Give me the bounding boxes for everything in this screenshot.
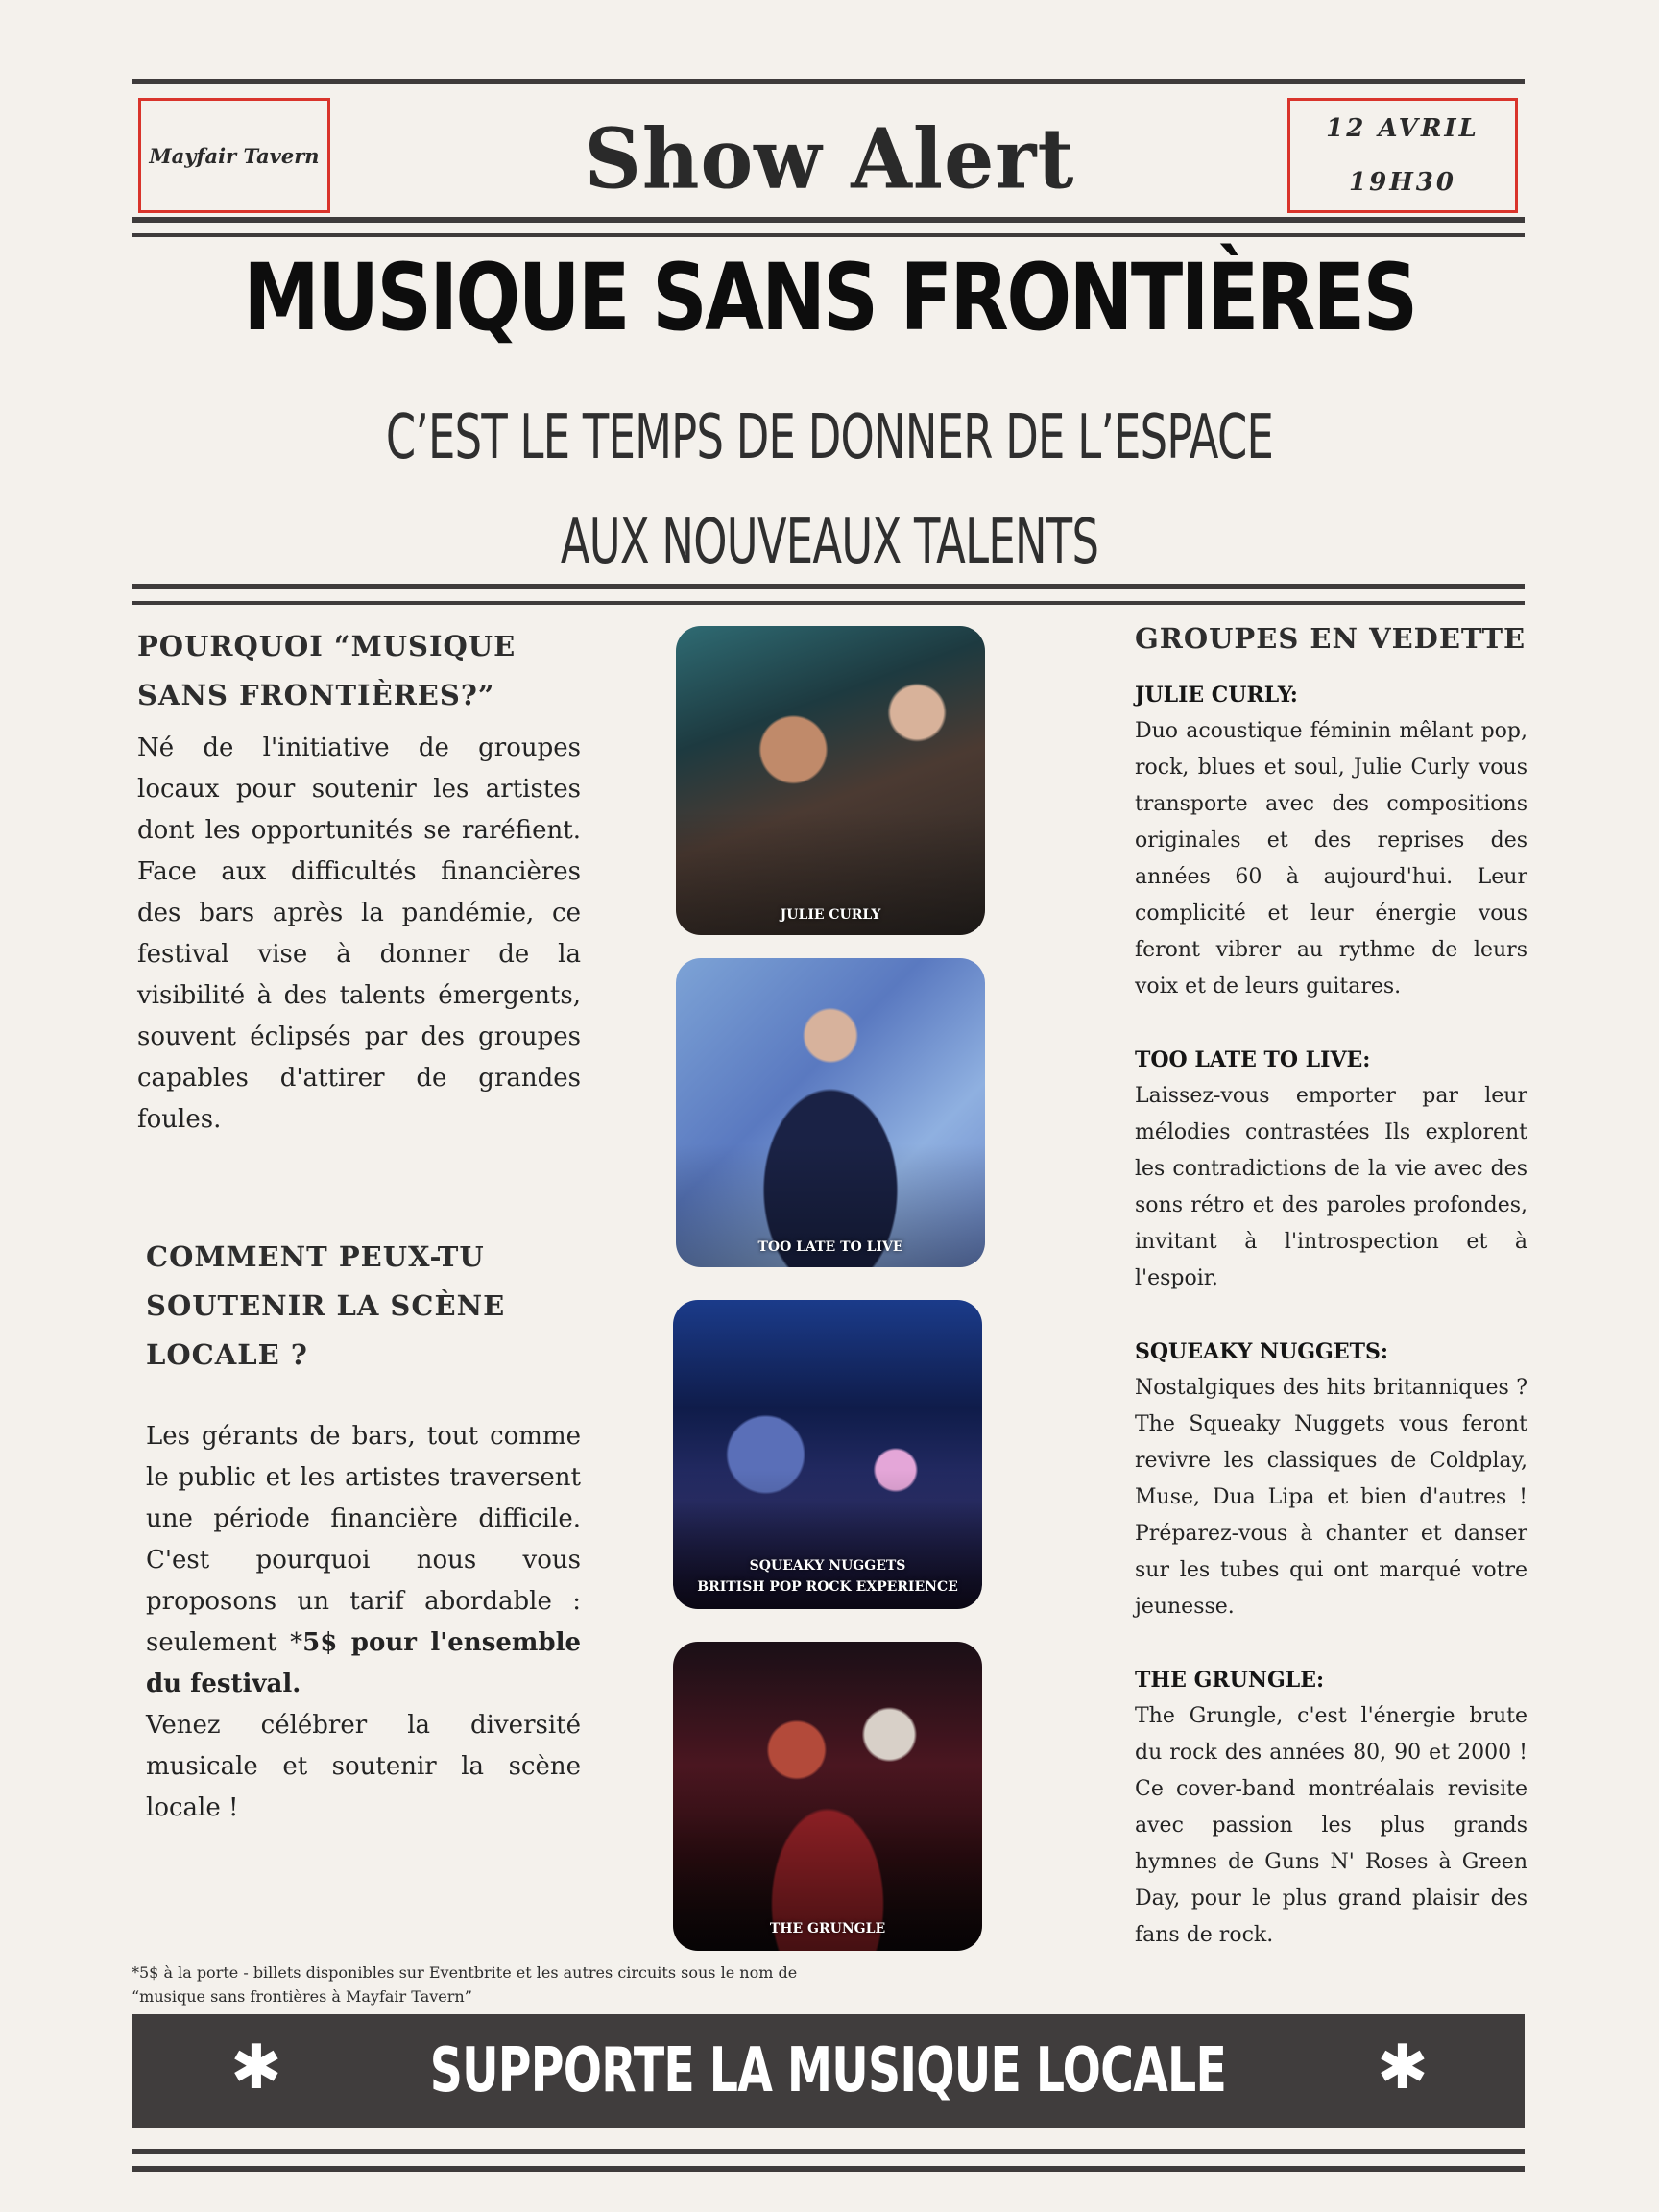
photo-caption: TOO LATE TO LIVE (757, 1239, 903, 1255)
why-text: Né de l'initiative de groupes locaux pour soutenir les artistes dont les opportunités se raréfient. Face aux difficultés financières des bars après la pandémie, ce festival vise à donner de la visibilité à des talents émergents, souvent éclipsés par des groupes capables d'attirer de grandes foules. (137, 733, 581, 1134)
group-description: Nostalgiques des hits britanniques ? The Squeaky Nuggets vous feront revivre les classiques de Coldplay, Muse, Dua Lipa et bien d'autres ! Préparez-vous à chanter et danser sur les tubes qui ont marqué votre jeunesse. (1135, 1376, 1527, 1619)
group-the-grungle (1135, 1662, 1527, 1954)
ticket-footnote (132, 1960, 861, 2008)
venue-name: Mayfair Tavern (149, 143, 320, 168)
group-too-late-to-live (1135, 1042, 1527, 1297)
featured-groups-title: GROUPES EN VEDETTE (1135, 622, 1527, 655)
bottom-rule-2 (132, 2166, 1525, 2172)
group-description: Duo acoustique féminin mêlant pop, rock, blues et soul, Julie Curly vous transporte avec des compositions originales et des reprises des années 60 à aujourd'hui. Leur complicité et leur énergie vous feront vibrer au rythme de leurs voix et de leurs guitares. (1135, 719, 1527, 998)
how-title-line3: LOCALE ? (146, 1338, 308, 1371)
subheadline-line2: AUX NOUVEAUX TALENTS (560, 507, 1099, 578)
asterisk-icon: ✱ (1377, 2032, 1429, 2104)
event-time: 19H30 (1349, 168, 1456, 197)
photo-caption: THE GRUNGLE (769, 1921, 886, 1936)
event-date: 12 AVRIL (1326, 114, 1479, 143)
group-name: SQUEAKY NUGGETS: (1135, 1339, 1388, 1364)
why-title-line1: POURQUOI “MUSIQUE (137, 630, 517, 662)
group-squeaky-nuggets (1135, 1334, 1527, 1625)
section-rule-1 (132, 584, 1525, 589)
group-name: TOO LATE TO LIVE: (1135, 1047, 1371, 1072)
group-description: Laissez-vous emporter par leur mélodies contrastées Ils explorent les contradictions de la vie avec des sons rétro et des paroles profondes, invitant à l'introspection et à l'espoir. (1135, 1084, 1527, 1290)
group-description: The Grungle, c'est l'énergie brute du rock des années 80, 90 et 2000 ! Ce cover-band montréalais revisite avec passion les plus grands hymnes de Guns N' Roses à Green Day, pour le plus grand plaisir des fans de rock. (1135, 1704, 1527, 1947)
subheadline-line1: C’EST LE TEMPS DE DONNER DE L’ESPACE (385, 402, 1274, 473)
photo-too-late-to-live (676, 958, 985, 1267)
photo-caption (673, 1555, 982, 1598)
how-text-bold: 5$ pour l'ensemble du festival. (146, 1628, 581, 1698)
bottom-banner (132, 2014, 1525, 2128)
how-title (146, 1233, 581, 1380)
section-rule-2 (132, 601, 1525, 605)
headline: MUSIQUE SANS FRONTIÈRES (243, 244, 1416, 351)
why-title (137, 622, 581, 720)
photo-squeaky-nuggets (673, 1300, 982, 1609)
how-title-line1: COMMENT PEUX-TU (146, 1240, 485, 1273)
group-list (1135, 677, 1527, 1954)
photo-caption-line2: BRITISH POP ROCK EXPERIENCE (697, 1579, 958, 1595)
footnote-line2: “musique sans frontières à Mayfair Tavern” (132, 1987, 472, 2006)
top-rule (132, 79, 1525, 84)
how-text (146, 1416, 581, 1705)
group-name: THE GRUNGLE: (1135, 1668, 1325, 1693)
masthead-rule-2 (132, 233, 1525, 237)
why-section (137, 622, 581, 1141)
photo-caption-line1: SQUEAKY NUGGETS (749, 1558, 906, 1574)
photo-the-grungle (673, 1642, 982, 1951)
photo-caption: JULIE CURLY (780, 907, 881, 923)
banner-text: SUPPORTE LA MUSIQUE LOCALE (429, 2035, 1227, 2106)
bottom-rule-1 (132, 2149, 1525, 2154)
why-title-line2: SANS FRONTIÈRES?” (137, 679, 495, 711)
group-julie-curly (1135, 677, 1527, 1005)
how-text-part2: Venez célébrer la diversité musicale et soutenir la scène locale ! (146, 1711, 581, 1822)
asterisk-icon: ✱ (230, 2032, 282, 2104)
masthead-title: Show Alert (584, 110, 1075, 208)
how-section (146, 1233, 581, 1829)
how-title-line2: SOUTENIR LA SCÈNE (146, 1289, 506, 1322)
group-name: JULIE CURLY: (1135, 683, 1298, 708)
featured-groups (1135, 614, 1527, 1990)
masthead-rule-1 (132, 217, 1525, 223)
how-text-part1: Les gérants de bars, tout comme le public et les artistes traversent une période financière difficile. C'est pourquoi nous vous proposons un tarif abordable : seulement * (146, 1422, 581, 1657)
date-box (1287, 98, 1518, 213)
photo-julie-curly (676, 626, 985, 935)
footnote-line1: *5$ à la porte - billets disponibles sur Eventbrite et les autres circuits sous le nom de (132, 1963, 798, 1982)
